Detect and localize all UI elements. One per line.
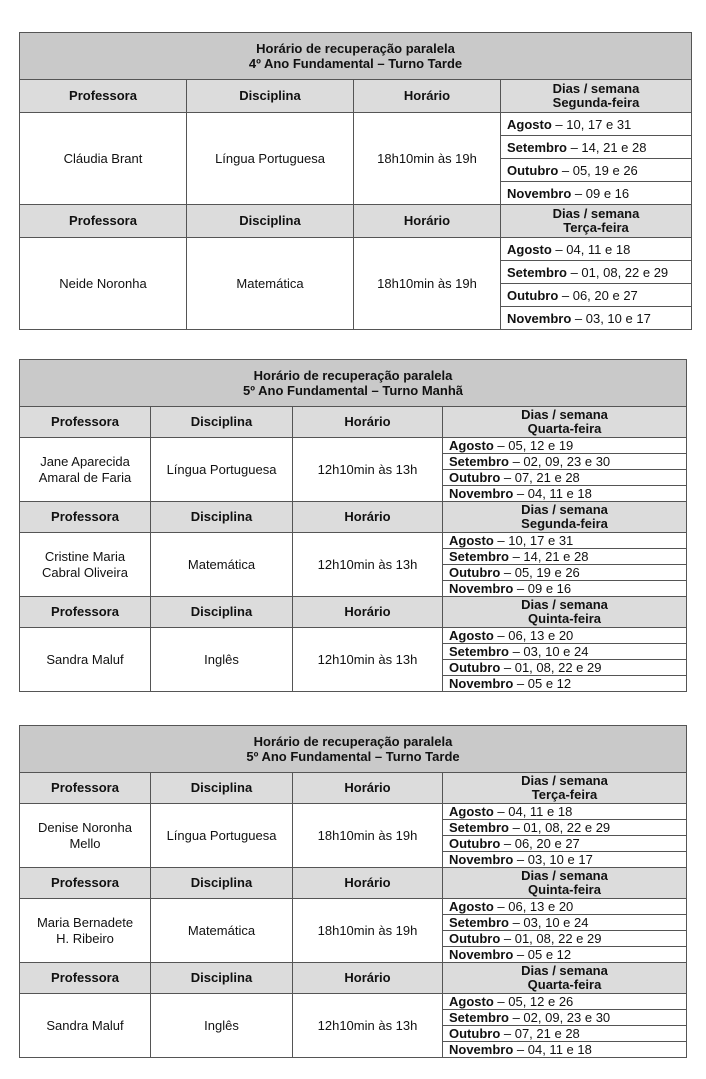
- header-disciplina: Disciplina: [151, 597, 293, 628]
- days-list: – 06, 20 e 27: [500, 836, 580, 851]
- professora-line-1: Maria Bernadete: [36, 914, 134, 930]
- days-list: – 07, 21 e 28: [500, 1026, 580, 1041]
- header-horario: Horário: [293, 502, 443, 533]
- month-days-row: [443, 820, 687, 836]
- disciplina-cell: Língua Portuguesa: [187, 113, 354, 205]
- days-list: – 10, 17 e 31: [551, 116, 632, 132]
- month-days-row: [443, 549, 687, 565]
- title-line-2: 5º Ano Fundamental – Turno Manhã: [243, 383, 464, 398]
- professora-cell: [20, 994, 151, 1058]
- header-disciplina: Disciplina: [151, 502, 293, 533]
- header-dias: [501, 80, 692, 113]
- header-professora: Professora: [20, 502, 151, 533]
- days-list: – 09 e 16: [513, 581, 572, 596]
- weekday-label: Terça-feira: [531, 787, 598, 802]
- table-title: [20, 726, 687, 773]
- month-days-row: [443, 628, 687, 644]
- month-label: Novembro: [449, 947, 514, 962]
- month-label: Agosto: [449, 994, 494, 1009]
- days-list: – 04, 11 e 18: [551, 241, 631, 257]
- weekday-label: Segunda-feira: [552, 95, 640, 110]
- month-label: Novembro: [449, 486, 514, 501]
- month-days-row: [501, 182, 692, 205]
- header-dias: [443, 868, 687, 899]
- horario-cell: 18h10min às 19h: [354, 113, 501, 205]
- title-line-2: 5º Ano Fundamental – Turno Tarde: [246, 749, 460, 764]
- days-list: – 05 e 12: [513, 947, 572, 962]
- header-dias: [443, 502, 687, 533]
- days-list: – 04, 11 e 18: [493, 804, 573, 819]
- days-list: – 01, 08, 22 e 29: [500, 931, 602, 946]
- dias-label: Dias / semana: [521, 502, 608, 517]
- days-list: – 04, 11 e 18: [513, 1042, 592, 1057]
- header-horario: Horário: [354, 205, 501, 238]
- professora-cell: [20, 899, 151, 963]
- horario-cell: 12h10min às 13h: [293, 628, 443, 692]
- header-dias: [501, 205, 692, 238]
- days-list: – 03, 10 e 17: [571, 310, 651, 326]
- month-days-row: [443, 804, 687, 820]
- header-professora: Professora: [20, 597, 151, 628]
- days-list: – 10, 17 e 31: [493, 533, 574, 548]
- professora-line-1: Cristine Maria: [44, 548, 126, 564]
- month-days-row: [501, 307, 692, 330]
- schedule-table-4ano-tarde: [19, 32, 692, 330]
- days-list: – 05, 12 e 26: [493, 994, 574, 1009]
- horario-cell: 18h10min às 19h: [293, 899, 443, 963]
- month-days-row: [443, 565, 687, 581]
- dias-label: Dias / semana: [521, 773, 608, 788]
- month-days-row: [443, 470, 687, 486]
- month-days-row: [443, 454, 687, 470]
- professora-line-1: Sandra Maluf: [46, 651, 124, 667]
- title-line-1: Horário de recuperação paralela: [253, 734, 453, 749]
- professora-line-1: Sandra Maluf: [46, 1017, 124, 1033]
- professora-cell: [20, 533, 151, 597]
- weekday-label: Terça-feira: [563, 220, 629, 235]
- month-label: Outubro: [507, 287, 559, 303]
- month-days-row: [443, 836, 687, 852]
- days-list: – 02, 09, 23 e 30: [508, 454, 611, 469]
- month-days-row: [443, 1026, 687, 1042]
- professora-line-2: Amaral de Faria: [38, 469, 132, 485]
- horario-cell: 18h10min às 19h: [354, 238, 501, 330]
- weekday-label: Quarta-feira: [527, 977, 602, 992]
- month-days-row: [443, 486, 687, 502]
- days-list: – 03, 10 e 24: [508, 915, 589, 930]
- table-title: [20, 360, 687, 407]
- month-days-row: [443, 581, 687, 597]
- month-label: Setembro: [449, 915, 509, 930]
- professora-line-2: Cabral Oliveira: [42, 564, 128, 580]
- month-label: Outubro: [449, 1026, 501, 1041]
- professora-cell: Cláudia Brant: [20, 113, 187, 205]
- days-list: – 06, 20 e 27: [558, 287, 638, 303]
- header-disciplina: Disciplina: [187, 205, 354, 238]
- days-list: – 06, 13 e 20: [493, 628, 574, 643]
- header-disciplina: Disciplina: [151, 868, 293, 899]
- days-list: – 03, 10 e 17: [513, 852, 593, 867]
- professora-cell: Neide Noronha: [20, 238, 187, 330]
- schedule-table-5ano-manha: [19, 359, 687, 692]
- month-label: Novembro: [449, 676, 514, 691]
- month-label: Novembro: [449, 581, 514, 596]
- month-days-row: [501, 159, 692, 182]
- month-label: Setembro: [449, 1010, 509, 1025]
- header-disciplina: Disciplina: [151, 773, 293, 804]
- month-label: Novembro: [507, 310, 572, 326]
- header-disciplina: Disciplina: [187, 80, 354, 113]
- header-horario: Horário: [293, 407, 443, 438]
- month-days-row: [443, 660, 687, 676]
- disciplina-cell: Língua Portuguesa: [151, 804, 293, 868]
- title-line-1: Horário de recuperação paralela: [253, 368, 453, 383]
- month-label: Setembro: [449, 454, 509, 469]
- dias-label: Dias / semana: [521, 407, 608, 422]
- month-label: Agosto: [449, 533, 494, 548]
- days-list: – 06, 13 e 20: [493, 899, 574, 914]
- days-list: – 09 e 16: [571, 185, 630, 201]
- month-label: Outubro: [449, 660, 501, 675]
- month-days-row: [443, 676, 687, 692]
- month-days-row: [501, 136, 692, 159]
- header-dias: [443, 597, 687, 628]
- month-days-row: [443, 994, 687, 1010]
- days-list: – 14, 21 e 28: [508, 549, 589, 564]
- header-disciplina: Disciplina: [151, 407, 293, 438]
- month-label: Novembro: [507, 185, 572, 201]
- header-professora: Professora: [20, 868, 151, 899]
- days-list: – 01, 08, 22 e 29: [566, 264, 669, 280]
- month-days-row: [443, 438, 687, 454]
- month-label: Agosto: [449, 628, 494, 643]
- month-days-row: [443, 1010, 687, 1026]
- days-list: – 07, 21 e 28: [500, 470, 580, 485]
- month-label: Setembro: [449, 549, 509, 564]
- days-list: – 05, 19 e 26: [500, 565, 580, 580]
- header-dias: [443, 963, 687, 994]
- days-list: – 01, 08, 22 e 29: [508, 820, 611, 835]
- month-label: Outubro: [449, 470, 501, 485]
- weekday-label: Quinta-feira: [528, 882, 601, 897]
- header-professora: Professora: [20, 205, 187, 238]
- month-days-row: [501, 261, 692, 284]
- month-label: Novembro: [449, 852, 514, 867]
- days-list: – 05, 19 e 26: [558, 162, 638, 178]
- disciplina-cell: Matemática: [151, 533, 293, 597]
- header-horario: Horário: [293, 773, 443, 804]
- month-label: Agosto: [507, 241, 552, 257]
- title-line-1: Horário de recuperação paralela: [256, 41, 455, 56]
- month-label: Agosto: [449, 899, 494, 914]
- header-horario: Horário: [293, 868, 443, 899]
- month-label: Agosto: [449, 438, 494, 453]
- horario-cell: 12h10min às 13h: [293, 533, 443, 597]
- professora-cell: [20, 804, 151, 868]
- month-days-row: [501, 238, 692, 261]
- dias-label: Dias / semana: [552, 206, 640, 221]
- weekday-label: Quinta-feira: [528, 611, 601, 626]
- table-title: [20, 33, 692, 80]
- horario-cell: 12h10min às 13h: [293, 438, 443, 502]
- schedule-table-5ano-tarde: [19, 725, 687, 1058]
- header-horario: Horário: [354, 80, 501, 113]
- month-label: Outubro: [449, 836, 501, 851]
- professora-line-1: Denise Noronha: [38, 819, 132, 835]
- days-list: – 05, 12 e 19: [493, 438, 574, 453]
- month-label: Setembro: [449, 820, 509, 835]
- month-label: Setembro: [507, 139, 567, 155]
- header-disciplina: Disciplina: [151, 963, 293, 994]
- professora-line-1: Jane Aparecida: [40, 453, 130, 469]
- month-label: Outubro: [449, 565, 501, 580]
- month-days-row: [443, 931, 687, 947]
- month-days-row: [501, 113, 692, 136]
- header-horario: Horário: [293, 963, 443, 994]
- month-days-row: [443, 533, 687, 549]
- month-label: Agosto: [507, 116, 552, 132]
- disciplina-cell: Língua Portuguesa: [151, 438, 293, 502]
- month-days-row: [443, 899, 687, 915]
- disciplina-cell: Matemática: [151, 899, 293, 963]
- professora-line-2: Mello: [69, 835, 101, 851]
- dias-label: Dias / semana: [521, 597, 608, 612]
- month-days-row: [443, 915, 687, 931]
- days-list: – 02, 09, 23 e 30: [508, 1010, 611, 1025]
- month-days-row: [443, 644, 687, 660]
- disciplina-cell: Inglês: [151, 628, 293, 692]
- days-list: – 14, 21 e 28: [566, 139, 647, 155]
- month-label: Agosto: [449, 804, 494, 819]
- professora-cell: [20, 438, 151, 502]
- header-professora: Professora: [20, 80, 187, 113]
- professora-line-2: H. Ribeiro: [56, 930, 114, 946]
- header-professora: Professora: [20, 407, 151, 438]
- month-label: Outubro: [449, 931, 501, 946]
- header-professora: Professora: [20, 773, 151, 804]
- disciplina-cell: Inglês: [151, 994, 293, 1058]
- disciplina-cell: Matemática: [187, 238, 354, 330]
- month-days-row: [443, 1042, 687, 1058]
- dias-label: Dias / semana: [521, 963, 608, 978]
- horario-cell: 12h10min às 13h: [293, 994, 443, 1058]
- month-label: Setembro: [507, 264, 567, 280]
- weekday-label: Segunda-feira: [521, 516, 608, 531]
- month-label: Setembro: [449, 644, 509, 659]
- days-list: – 05 e 12: [513, 676, 572, 691]
- weekday-label: Quarta-feira: [527, 421, 602, 436]
- professora-cell: [20, 628, 151, 692]
- header-dias: [443, 407, 687, 438]
- days-list: – 03, 10 e 24: [508, 644, 589, 659]
- title-line-2: 4º Ano Fundamental – Turno Tarde: [248, 56, 463, 71]
- header-horario: Horário: [293, 597, 443, 628]
- month-label: Outubro: [507, 162, 559, 178]
- month-days-row: [501, 284, 692, 307]
- header-professora: Professora: [20, 963, 151, 994]
- days-list: – 04, 11 e 18: [513, 486, 592, 501]
- days-list: – 01, 08, 22 e 29: [500, 660, 602, 675]
- month-days-row: [443, 947, 687, 963]
- month-days-row: [443, 852, 687, 868]
- horario-cell: 18h10min às 19h: [293, 804, 443, 868]
- header-dias: [443, 773, 687, 804]
- dias-label: Dias / semana: [552, 81, 640, 96]
- month-label: Novembro: [449, 1042, 514, 1057]
- dias-label: Dias / semana: [521, 868, 608, 883]
